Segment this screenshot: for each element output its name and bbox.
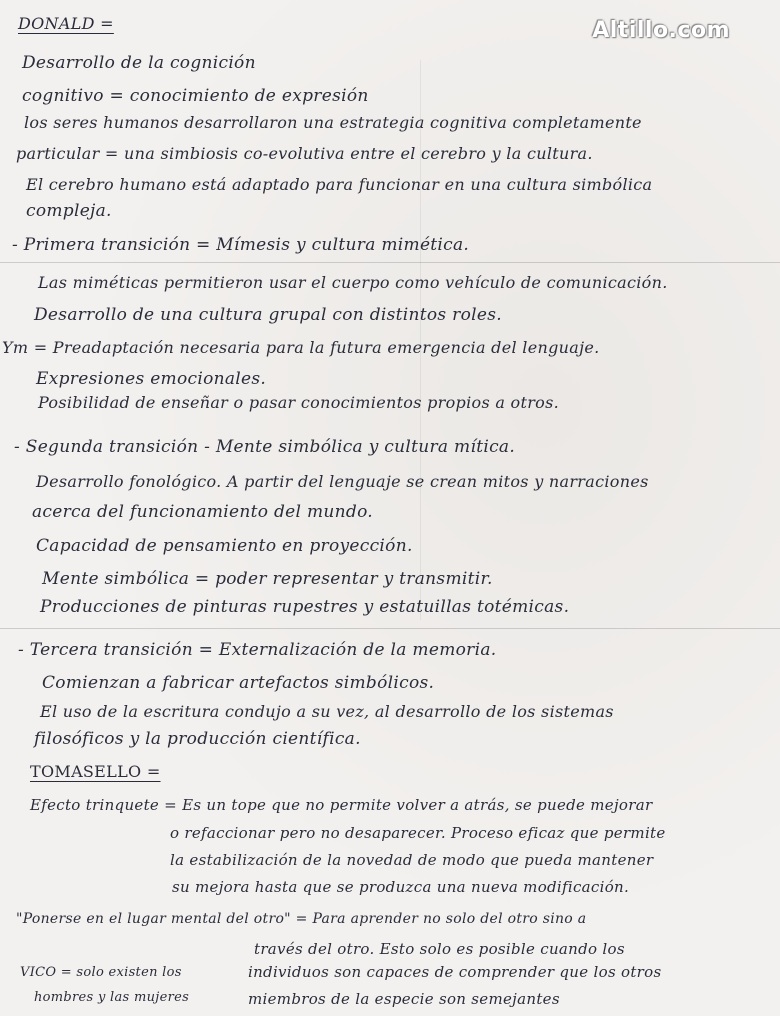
note-line: Expresiones emocionales. [36, 369, 267, 389]
note-line: o refaccionar pero no desaparecer. Proceso eficaz que permite [170, 824, 666, 842]
note-line: su mejora hasta que se produzca una nueva modificación. [172, 878, 630, 896]
note-line: acerca del funcionamiento del mundo. [32, 502, 374, 522]
note-line: Capacidad de pensamiento en proyección. [36, 536, 413, 556]
page-rule [0, 628, 780, 629]
note-line: Desarrollo de una cultura grupal con distintos roles. [34, 305, 502, 325]
note-line: compleja. [26, 201, 112, 221]
note-line: El uso de la escritura condujo a su vez, al desarrollo de los sistemas [40, 702, 614, 721]
note-line: Desarrollo fonológico. A partir del lenguaje se crean mitos y narraciones [36, 472, 649, 491]
note-line: filosóficos y la producción científica. [34, 729, 361, 749]
note-line: Producciones de pinturas rupestres y estatuillas totémicas. [40, 597, 570, 617]
section-heading-segunda: - Segunda transición - Mente simbólica y cultura mítica. [14, 437, 516, 457]
note-line: particular = una simbiosis co-evolutiva entre el cerebro y la cultura. [16, 144, 593, 163]
note-line: El cerebro humano está adaptado para funcionar en una cultura simbólica [26, 175, 653, 194]
note-line: individuos son capaces de comprender que los otros [248, 963, 662, 981]
vico-note: VICO = solo existen los [20, 965, 182, 980]
watermark-logo: Altillo.com [592, 18, 730, 43]
vico-note: hombres y las mujeres [34, 990, 190, 1005]
note-line: Posibilidad de enseñar o pasar conocimientos propios a otros. [38, 393, 560, 412]
note-line: cognitivo = conocimiento de expresión [22, 86, 369, 106]
note-line: Efecto trinquete = Es un tope que no permite volver a atrás, se puede mejorar [30, 796, 653, 814]
note-line: miembros de la especie son semejantes [248, 990, 560, 1008]
note-line: "Ponerse en el lugar mental del otro" = Para aprender no solo del otro sino a [16, 911, 587, 927]
page-rule [0, 262, 780, 263]
tomasello-heading: TOMASELLO = [30, 762, 161, 781]
note-line: través del otro. Esto solo es posible cuando los [254, 940, 625, 958]
section-heading-tercera: - Tercera transición = Externalización de la memoria. [18, 640, 497, 660]
note-line: Mente simbólica = poder representar y transmitir. [42, 569, 493, 589]
note-line: Ym = Preadaptación necesaria para la futura emergencia del lenguaje. [2, 338, 600, 357]
donald-heading: DONALD = [18, 14, 114, 33]
note-line: Las miméticas permitieron usar el cuerpo como vehículo de comunicación. [38, 273, 668, 292]
note-line: los seres humanos desarrollaron una estrategia cognitiva completamente [24, 113, 642, 132]
note-line: Comienzan a fabricar artefactos simbólicos. [42, 673, 435, 693]
note-line: la estabilización de la novedad de modo que pueda mantener [170, 851, 654, 869]
section-heading-primera: - Primera transición = Mímesis y cultura mimética. [12, 235, 470, 255]
note-line: Desarrollo de la cognición [22, 53, 256, 73]
